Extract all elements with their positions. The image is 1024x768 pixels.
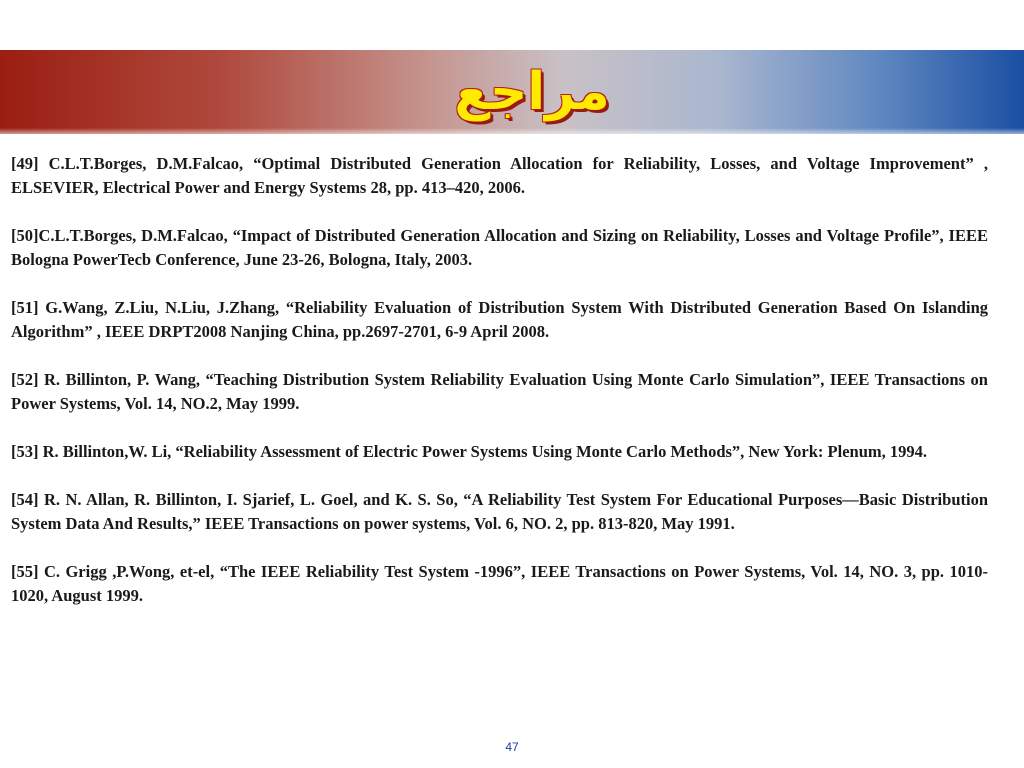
reference-item-54: [54] R. N. Allan, R. Billinton, I. Sjarief, L. Goel, and K. S. So, “A Reliability Test System For Educational Purposes—Basic Distribution System Data And Results,” IEEE Transactions on power systems, Vol. 6, NO. 2, pp. 813-820, May 1991. bbox=[11, 490, 988, 533]
reference-item-49: [49] C.L.T.Borges, D.M.Falcao, “Optimal Distributed Generation Allocation for Reliability, Losses, and Voltage Improvement” , ELSEVIER, Electrical Power and Energy Systems 28, pp. 413–420, 2006. bbox=[11, 154, 988, 197]
slide-title: مراجع bbox=[454, 62, 610, 122]
reference-item-51: [51] G.Wang, Z.Liu, N.Liu, J.Zhang, “Reliability Evaluation of Distribution System With Distributed Generation Based On Islanding Algorithm” , IEEE DRPT2008 Nanjing China, pp.2697-2701, 6-9 April 2008. bbox=[11, 298, 988, 341]
reference-item-53: [53] R. Billinton,W. Li, “Reliability Assessment of Electric Power Systems Using Monte Carlo Methods”, New York: Plenum, 1994. bbox=[11, 442, 927, 461]
reference-item-52: [52] R. Billinton, P. Wang, “Teaching Distribution System Reliability Evaluation Using Monte Carlo Simulation”, IEEE Transactions on Power Systems, Vol. 14, NO.2, May 1999. bbox=[11, 370, 988, 413]
reference-item-50: [50]C.L.T.Borges, D.M.Falcao, “Impact of Distributed Generation Allocation and Sizing on Reliability, Losses and Voltage Profile”, IEEE Bologna PowerTecb Conference, June 23-26, Bologna, Italy, 2003. bbox=[11, 226, 988, 269]
reference-item-55: [55] C. Grigg ,P.Wong, et-el, “The IEEE Reliability Test System -1996”, IEEE Transactions on Power Systems, Vol. 14, NO. 3, pp. 1010-1020, August 1999. bbox=[11, 562, 988, 605]
reference-list bbox=[11, 152, 988, 632]
page-number: 47 bbox=[505, 740, 519, 754]
